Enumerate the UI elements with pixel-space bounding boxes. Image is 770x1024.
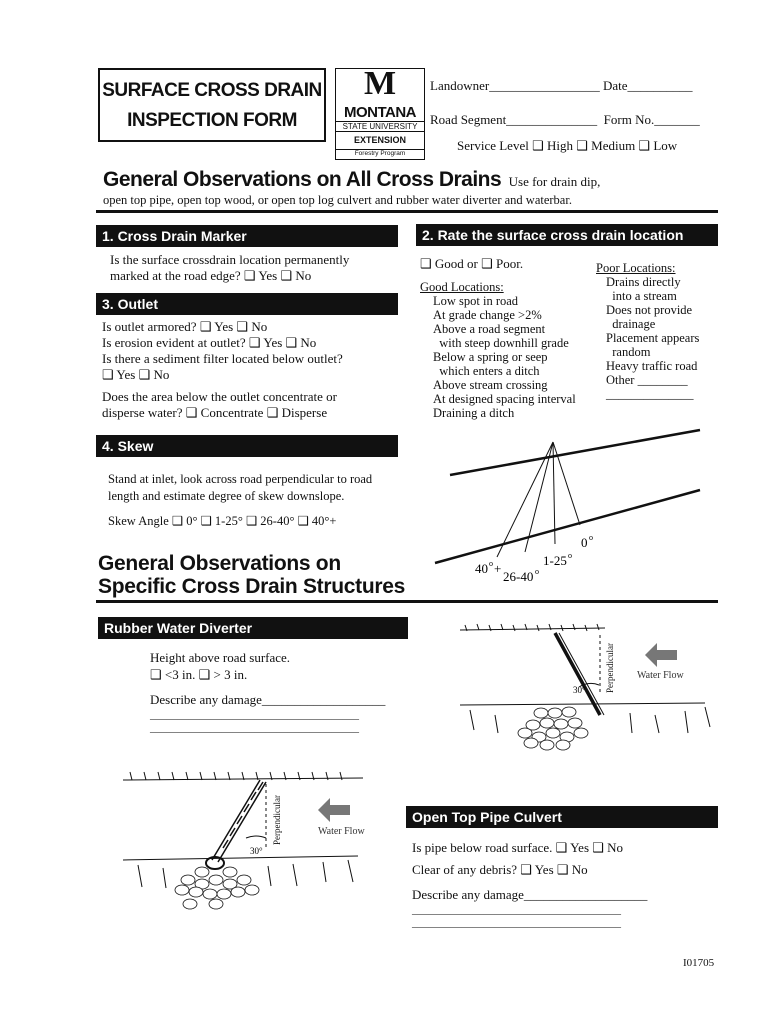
skew-label-3-deg: o bbox=[489, 559, 493, 568]
skew-angle-options[interactable]: Skew Angle ❑ 0° ❑ 1-25° ❑ 26-40° ❑ 40°+ bbox=[108, 514, 337, 528]
pipe-damage[interactable]: Describe any damage___________________ bbox=[412, 887, 648, 902]
skew-label-3-plus: + bbox=[494, 561, 502, 576]
specific-rule bbox=[96, 600, 718, 603]
form-title-box bbox=[98, 68, 326, 142]
rubber-damage-blank2[interactable]: ______________________________________ bbox=[150, 722, 359, 734]
poor-item: Drains directly bbox=[606, 275, 681, 289]
skew-diagram bbox=[425, 420, 725, 590]
good-item: Above a road segment bbox=[433, 322, 546, 336]
perpendicular-label-1: Perpendicular bbox=[605, 643, 615, 693]
road-edge-top bbox=[450, 430, 700, 475]
specific-structures-title bbox=[98, 552, 405, 598]
form-code: I01705 bbox=[683, 957, 715, 969]
poor-item: random bbox=[606, 345, 651, 359]
poor-locations-title: Poor Locations: bbox=[596, 261, 676, 275]
section3-header: 3. Outlet bbox=[96, 293, 398, 315]
outlet-erosion[interactable]: Is erosion evident at outlet? ❑ Yes ❑ No bbox=[102, 335, 317, 350]
good-item: At grade change >2% bbox=[433, 308, 542, 322]
general-subtitle: open top pipe, open top wood, or open top log culvert and rubber water diverter and waterbar. bbox=[103, 193, 572, 207]
outlet-concentrate-question: Does the area below the outlet concentrate or bbox=[102, 389, 337, 404]
landowner-field[interactable]: Landowner_________________ Date__________ bbox=[430, 78, 693, 93]
specific-title-line1: General Observations on bbox=[98, 552, 341, 575]
pipe-culvert-illustration bbox=[118, 760, 383, 920]
section2-header: 2. Rate the surface cross drain location bbox=[416, 224, 718, 246]
poor-item: Does not provide bbox=[606, 303, 693, 317]
outlet-sediment-options[interactable]: ❑ Yes ❑ No bbox=[102, 367, 170, 382]
angle-label-1: 30° bbox=[573, 685, 586, 695]
section4-line2: length and estimate degree of skew downslope. bbox=[108, 489, 345, 503]
outlet-armored[interactable]: Is outlet armored? ❑ Yes ❑ No bbox=[102, 319, 268, 334]
poor-locations-list bbox=[596, 261, 699, 401]
good-locations-title: Good Locations: bbox=[420, 280, 504, 294]
rubber-height-options[interactable]: ❑ <3 in. ❑ > 3 in. bbox=[150, 667, 248, 682]
rubber-diverter-header: Rubber Water Diverter bbox=[98, 617, 408, 639]
poor-item: drainage bbox=[606, 317, 656, 331]
pipe-culvert-header: Open Top Pipe Culvert bbox=[406, 806, 718, 828]
logo-letter: M bbox=[363, 65, 397, 102]
logo-ext: EXTENSION bbox=[353, 135, 406, 145]
poor-item: ______________ bbox=[606, 387, 694, 401]
good-locations-list bbox=[420, 280, 576, 420]
logo-program: Forestry Program bbox=[336, 149, 424, 158]
logo-name: MONTANA bbox=[343, 104, 417, 121]
skew-label-3: 40 bbox=[475, 561, 488, 576]
outlet-sediment: Is there a sediment filter located below outlet? bbox=[102, 351, 343, 366]
good-item: Draining a ditch bbox=[433, 406, 515, 420]
skew-label-1: 1-25 bbox=[543, 553, 567, 568]
skew-label-1-deg: o bbox=[568, 551, 572, 560]
general-title-text: General Observations on All Cross Drains bbox=[103, 168, 502, 191]
perpendicular-label-2: Perpendicular bbox=[272, 795, 282, 845]
form-title-line2: INSPECTION FORM bbox=[127, 110, 297, 131]
good-item: Low spot in road bbox=[433, 294, 519, 308]
angle-label-2: 30° bbox=[250, 846, 263, 856]
water-flow-label-1: Water Flow bbox=[637, 670, 684, 681]
service-level-field[interactable]: Service Level ❑ High ❑ Medium ❑ Low bbox=[457, 138, 678, 153]
rubber-damage-blank1[interactable]: ______________________________________ bbox=[150, 709, 359, 721]
section1-line2[interactable]: marked at the road edge? ❑ Yes ❑ No bbox=[110, 268, 312, 283]
good-item: Above stream crossing bbox=[433, 378, 548, 392]
form-title-line1: SURFACE CROSS DRAIN bbox=[102, 80, 322, 101]
skew-label-0: 0 bbox=[581, 535, 588, 550]
pipe-damage-blank1[interactable]: ______________________________________ bbox=[412, 904, 621, 916]
skew-line-3 bbox=[497, 442, 553, 557]
general-use-text: Use for drain dip, bbox=[508, 174, 601, 189]
specific-title-line2: Specific Cross Drain Structures bbox=[98, 575, 405, 598]
road-segment-field[interactable]: Road Segment______________ Form No._______ bbox=[430, 112, 700, 127]
skew-label-2: 26-40 bbox=[503, 569, 534, 584]
good-item: which enters a ditch bbox=[433, 364, 540, 378]
general-rule bbox=[96, 210, 718, 213]
good-item: Below a spring or seep bbox=[433, 350, 548, 364]
msu-extension-logo bbox=[335, 65, 425, 160]
skew-label-0-deg: o bbox=[589, 533, 593, 542]
good-item: At designed spacing interval bbox=[433, 392, 576, 406]
water-flow-arrow-2 bbox=[318, 798, 350, 822]
section3-questions bbox=[102, 319, 343, 383]
pipe-debris[interactable]: Clear of any debris? ❑ Yes ❑ No bbox=[412, 862, 588, 877]
section3-disperse bbox=[102, 389, 337, 421]
section2-rating[interactable]: ❑ Good or ❑ Poor. bbox=[420, 256, 524, 271]
poor-item: Other ________ bbox=[606, 373, 688, 387]
poor-item: Heavy traffic road bbox=[606, 359, 698, 373]
water-flow-label-2: Water Flow bbox=[318, 826, 365, 837]
poor-item: into a stream bbox=[606, 289, 677, 303]
section4-line1: Stand at inlet, look across road perpendicular to road bbox=[108, 472, 373, 486]
water-flow-arrow-1 bbox=[645, 643, 677, 667]
pipe-below-road[interactable]: Is pipe below road surface. ❑ Yes ❑ No bbox=[412, 840, 624, 855]
good-item: with steep downhill grade bbox=[433, 336, 569, 350]
section1-line1: Is the surface crossdrain location permanently bbox=[110, 252, 350, 267]
logo-sub: STATE UNIVERSITY bbox=[336, 121, 424, 132]
section4-header: 4. Skew bbox=[96, 435, 398, 457]
pipe-damage-blank2[interactable]: ______________________________________ bbox=[412, 917, 621, 929]
rubber-damage[interactable]: Describe any damage___________________ bbox=[150, 692, 386, 707]
outlet-concentrate-options[interactable]: disperse water? ❑ Concentrate ❑ Disperse bbox=[102, 405, 328, 420]
skew-label-2-deg: o bbox=[535, 567, 539, 576]
rubber-height: Height above road surface. bbox=[150, 650, 291, 665]
section1-header: 1. Cross Drain Marker bbox=[96, 225, 398, 247]
rubber-diverter-illustration bbox=[455, 615, 720, 765]
poor-item: Placement appears bbox=[606, 331, 700, 345]
general-observations-title bbox=[103, 168, 600, 192]
